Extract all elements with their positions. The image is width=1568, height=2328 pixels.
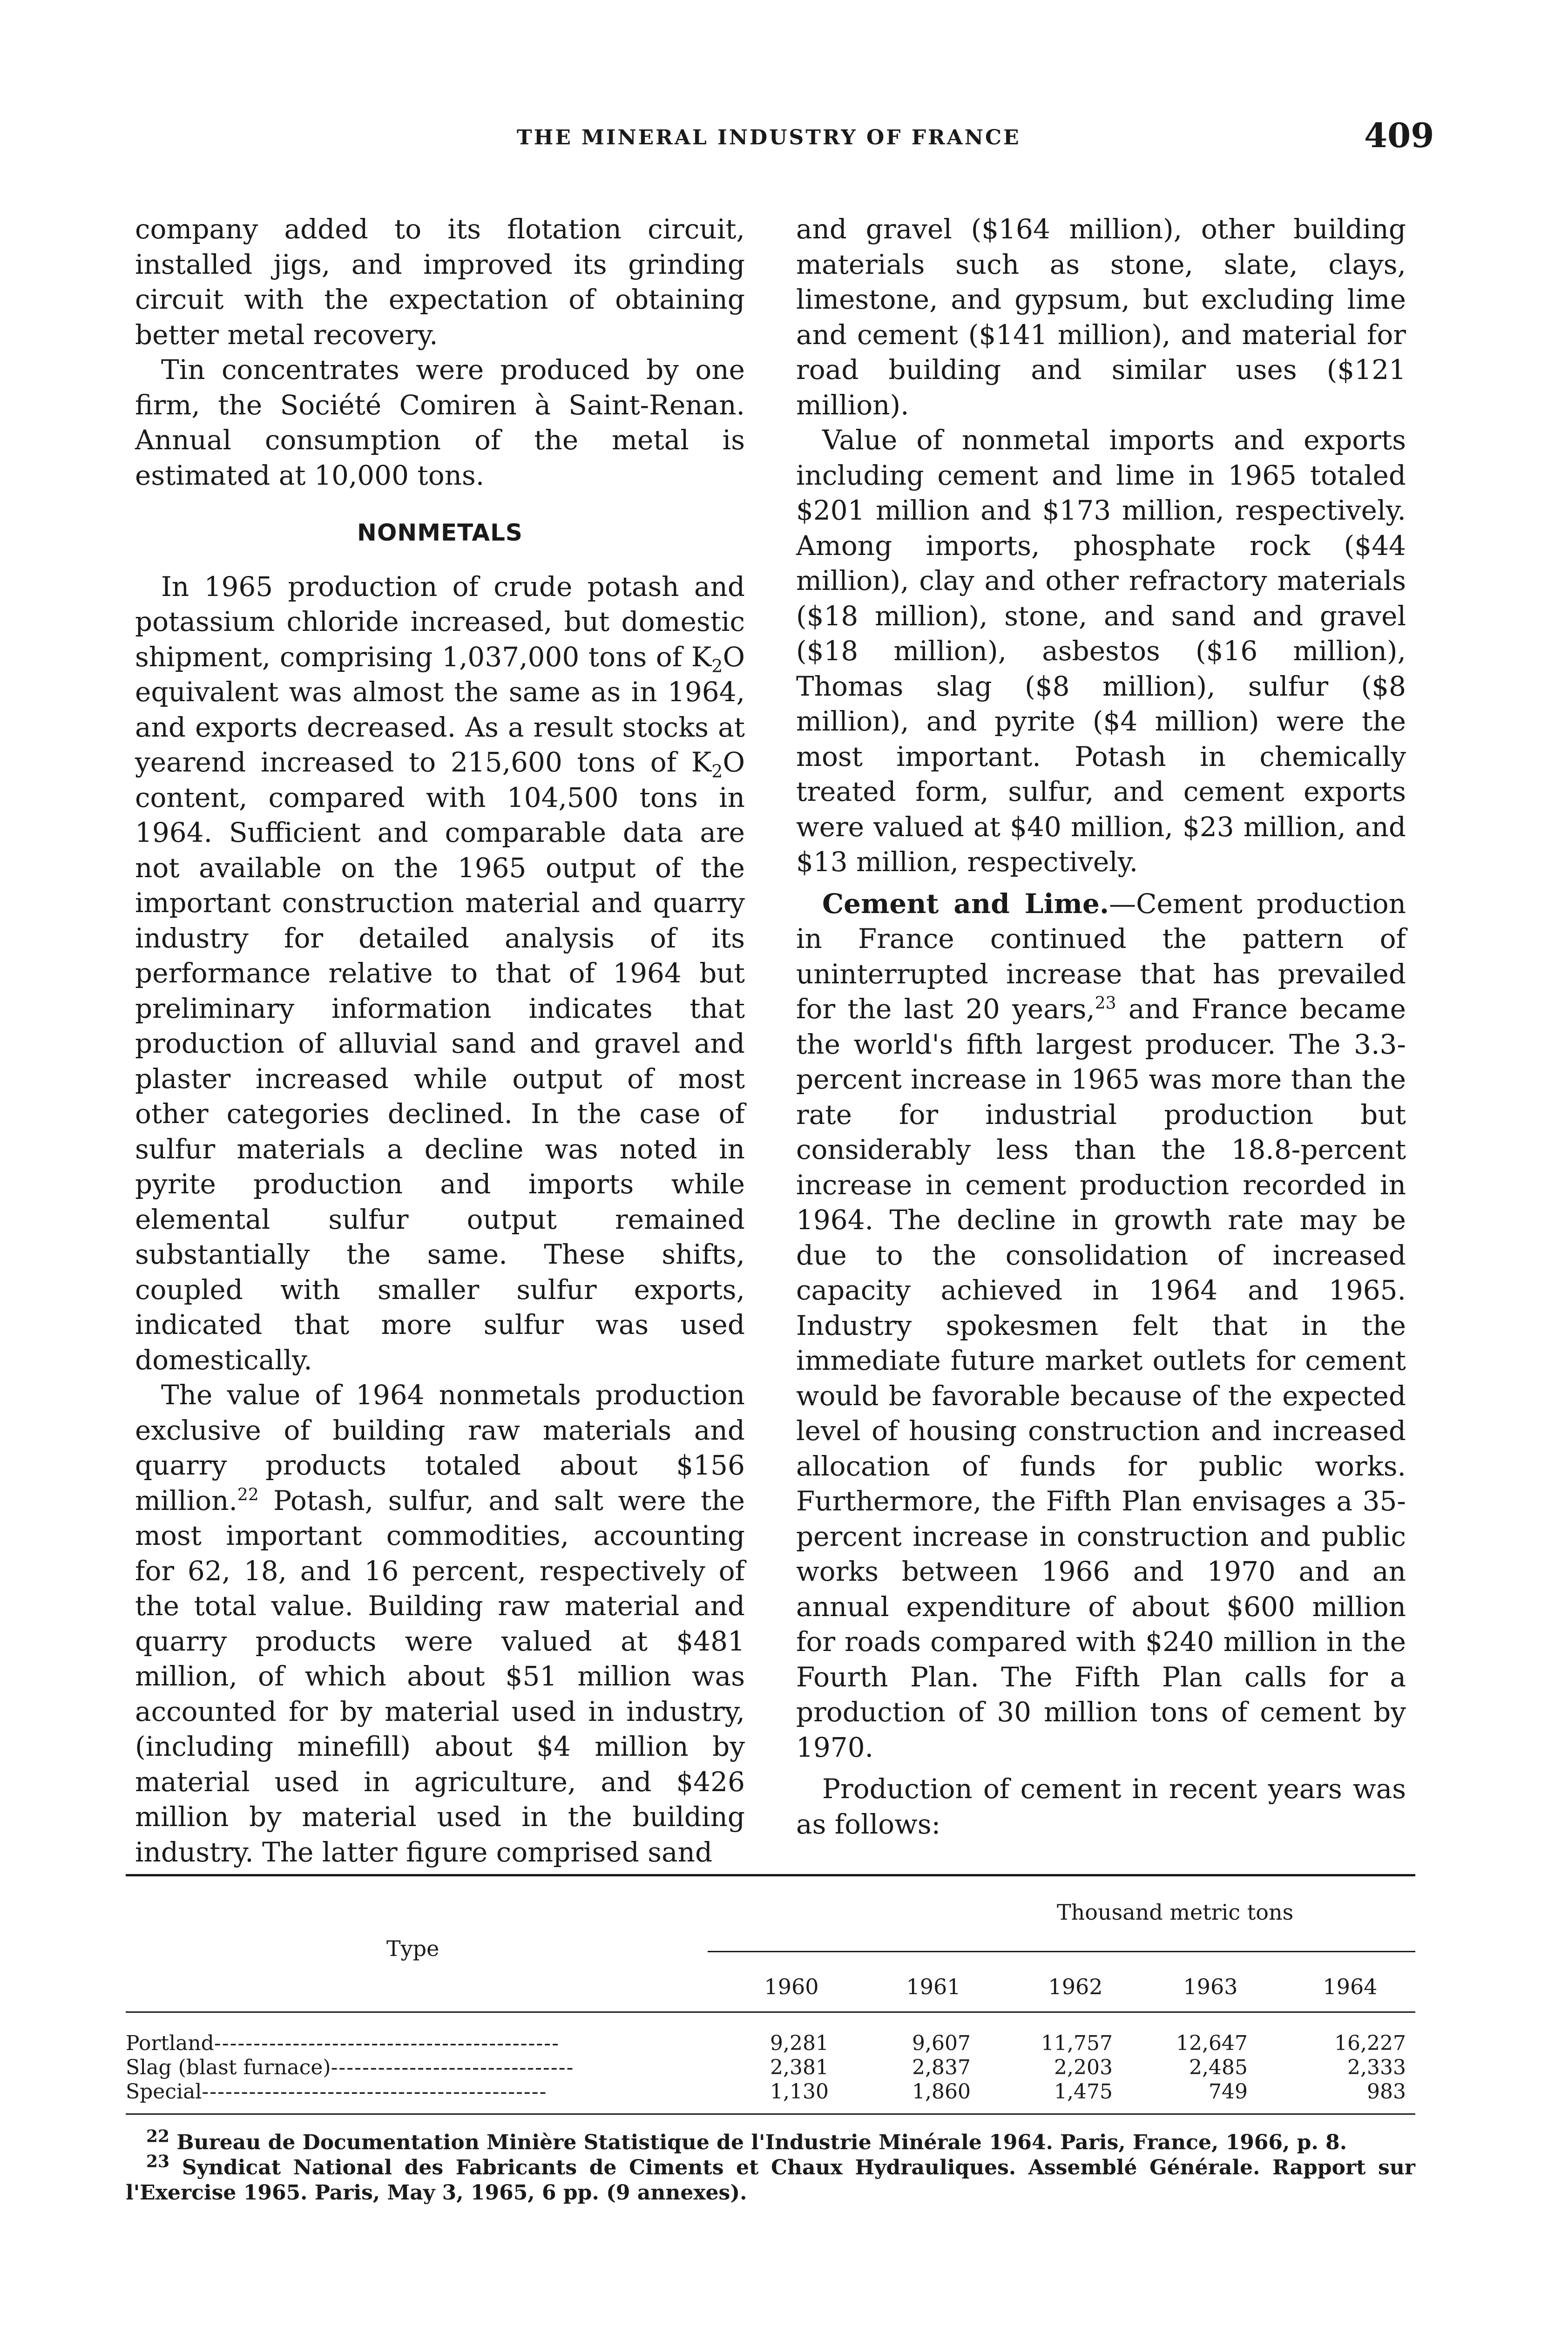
- paragraph: and gravel ($164 million), other building materials such as stone, slate, clays, limestone, and gypsum, but excluding lime and cement ($141 million), and material for road building and similar uses ($121 million).: [796, 213, 1406, 421]
- text-run: The value of 1964 nonmetals production exclusive of building raw materials and quarry products totaled about $156 million.: [135, 1379, 745, 1516]
- footnote-ref: 22: [237, 1485, 259, 1505]
- page-number: 409: [1364, 115, 1434, 155]
- year-header: 1962: [1048, 1974, 1103, 1999]
- table-row: [126, 2031, 1415, 2056]
- table-cell: 2,203: [1054, 2056, 1113, 2079]
- row-label: [126, 2056, 574, 2080]
- subscript: 2: [711, 656, 723, 677]
- year-header: 1964: [1323, 1974, 1378, 1999]
- leader-dots: --------------------------------------------: [202, 2080, 547, 2104]
- footnote-number: 23: [146, 2152, 170, 2172]
- table-cell: 2,837: [912, 2056, 971, 2079]
- paragraph: [135, 569, 745, 1378]
- type-column-header: Type: [386, 1936, 439, 1961]
- table-cell: 11,757: [1041, 2031, 1113, 2055]
- year-header: 1960: [764, 1974, 819, 1999]
- table-cell: 983: [1367, 2080, 1406, 2104]
- paragraph: [135, 1378, 745, 1870]
- footnotes: [126, 2126, 1415, 2206]
- cement-production-table: [126, 1874, 1415, 2115]
- left-column: [135, 212, 745, 1870]
- row-label-text: Special: [126, 2080, 202, 2104]
- table-cell: 2,333: [1347, 2056, 1406, 2079]
- paragraph: company added to its flotation circuit, installed jigs, and improved its grinding circuit with the expectation of obtaining better metal recovery.: [135, 213, 745, 351]
- text-run: Potash, sulfur, and salt were the most important commodities, accounting for 62, 18, and 16 percent, respectively of the total value. Building raw material and quarry products were valued at $481 million, of which about $51 million was accounted for by material used in industry, (including minefill) about $4 million by material used in agriculture, and $426 million by material used in the building industry. The latter figure comprised sand: [135, 1484, 745, 1868]
- footnote-text: Syndicat National des Fabricants de Ciments et Chaux Hydrauliques. Assemblé Générale. Rapport sur l'Exercise 1965. Paris, May 3, 1965, 6 pp. (9 annexes).: [126, 2156, 1415, 2205]
- table-cell: 9,607: [912, 2031, 971, 2055]
- text-run: —Cement production in France continued the pattern of uninterrupted increase that has prevailed for the last 20 years,: [796, 887, 1406, 1025]
- text-run: O equivalent was almost the same as in 1964, and exports decreased. As a result stocks at yearend increased to 215,600 tons of K: [135, 641, 745, 778]
- paragraph: Value of nonmetal imports and exports including cement and lime in 1965 totaled $201 million and $173 million, respectively. Among imports, phosphate rock ($44 million), clay and other refractory materials ($18 million), stone, and sand and gravel ($18 million), asbestos ($16 million), Thomas slag ($8 million), sulfur ($8 million), and pyrite ($4 million) were the most important. Potash in chemically treated form, sulfur, and cement exports were valued at $40 million, $23 million, and $13 million, respectively.: [796, 424, 1406, 878]
- footnote-ref: 23: [1095, 994, 1116, 1013]
- year-header: 1963: [1183, 1974, 1238, 1999]
- table-cell: 2,485: [1189, 2056, 1248, 2079]
- footnote-text: Bureau de Documentation Minière Statistique de l'Industrie Minérale 1964. Paris, France, 1966, p. 8.: [169, 2131, 1347, 2154]
- year-header: 1961: [906, 1974, 961, 1999]
- table-cell: 1,860: [912, 2080, 971, 2104]
- row-label-text: Slag (blast furnace): [126, 2056, 331, 2079]
- leader-dots: --------------------------------------------: [214, 2031, 560, 2055]
- table-body: [126, 2013, 1415, 2113]
- text-run: In 1965 production of crude potash and potassium chloride increased, but domestic shipment, comprising 1,037,000 tons of K: [135, 570, 745, 673]
- paragraph: [796, 887, 1406, 1766]
- section-heading: NONMETALS: [357, 519, 523, 546]
- table-cell: 16,227: [1334, 2031, 1406, 2055]
- footnote: [126, 2126, 1415, 2155]
- table-cell: 2,381: [770, 2056, 829, 2079]
- table-bottom-rule: [126, 2113, 1415, 2115]
- row-label-text: Portland: [126, 2031, 214, 2055]
- paragraph: Production of cement in recent years was as follows:: [796, 1773, 1406, 1840]
- table-row: [126, 2056, 1415, 2080]
- subscript: 2: [711, 761, 723, 782]
- unit-rule: [708, 1951, 1415, 1952]
- table-cell: 12,647: [1176, 2031, 1248, 2055]
- paragraph: Tin concentrates were produced by one firm, the Société Comiren à Saint-Renan. Annual consumption of the metal is estimated at 10,000 tons.: [135, 354, 745, 491]
- text-run: and France became the world's fifth largest producer. The 3.3-percent increase in 1965 was more than the rate for industrial production but considerably less than the 18.8-percent increase in cement production recorded in 1964. The decline in growth rate may be due to the consolidation of increased capacity achieved in 1964 and 1965. Industry spokesmen felt that in the immediate future market outlets for cement would be favorable because of the expected level of housing construction and increased allocation of funds for public works. Furthermore, the Fifth Plan envisages a 35-percent increase in construction and public works between 1966 and 1970 and an annual expenditure of about $600 million for roads compared with $240 million in the Fourth Plan. The Fifth Plan calls for a production of 30 million tons of cement by 1970.: [796, 993, 1406, 1763]
- row-label: [126, 2031, 560, 2056]
- table-cell: 749: [1209, 2080, 1248, 2104]
- leader-dots: -------------------------------: [331, 2056, 574, 2079]
- footnote: [126, 2152, 1415, 2206]
- unit-header: Thousand metric tons: [1057, 1900, 1294, 1925]
- table-cell: 1,475: [1054, 2080, 1113, 2104]
- footnote-number: 22: [146, 2126, 170, 2146]
- table-cell: 1,130: [770, 2080, 829, 2104]
- run-in-heading: Cement and Lime.: [822, 887, 1109, 920]
- table-row: [126, 2080, 1415, 2104]
- running-head: THE MINERAL INDUSTRY OF FRANCE: [517, 126, 1021, 149]
- right-column: [796, 212, 1406, 1842]
- text-run: O content, compared with 104,500 tons in 1964. Sufficient and comparable data are not available on the 1965 output of the important construction material and quarry industry for detailed analysis of its performance relative to that of 1964 but preliminary information indicates that production of alluvial sand and gravel and plaster increased while output of most other categories declined. In the case of sulfur materials a decline was noted in pyrite production and imports while elemental sulfur output remained substantially the same. These shifts, coupled with smaller sulfur exports, indicated that more sulfur was used domestically.: [135, 746, 745, 1376]
- table-header: [126, 1876, 1415, 2011]
- row-label: [126, 2080, 547, 2104]
- table-cell: 9,281: [770, 2031, 829, 2055]
